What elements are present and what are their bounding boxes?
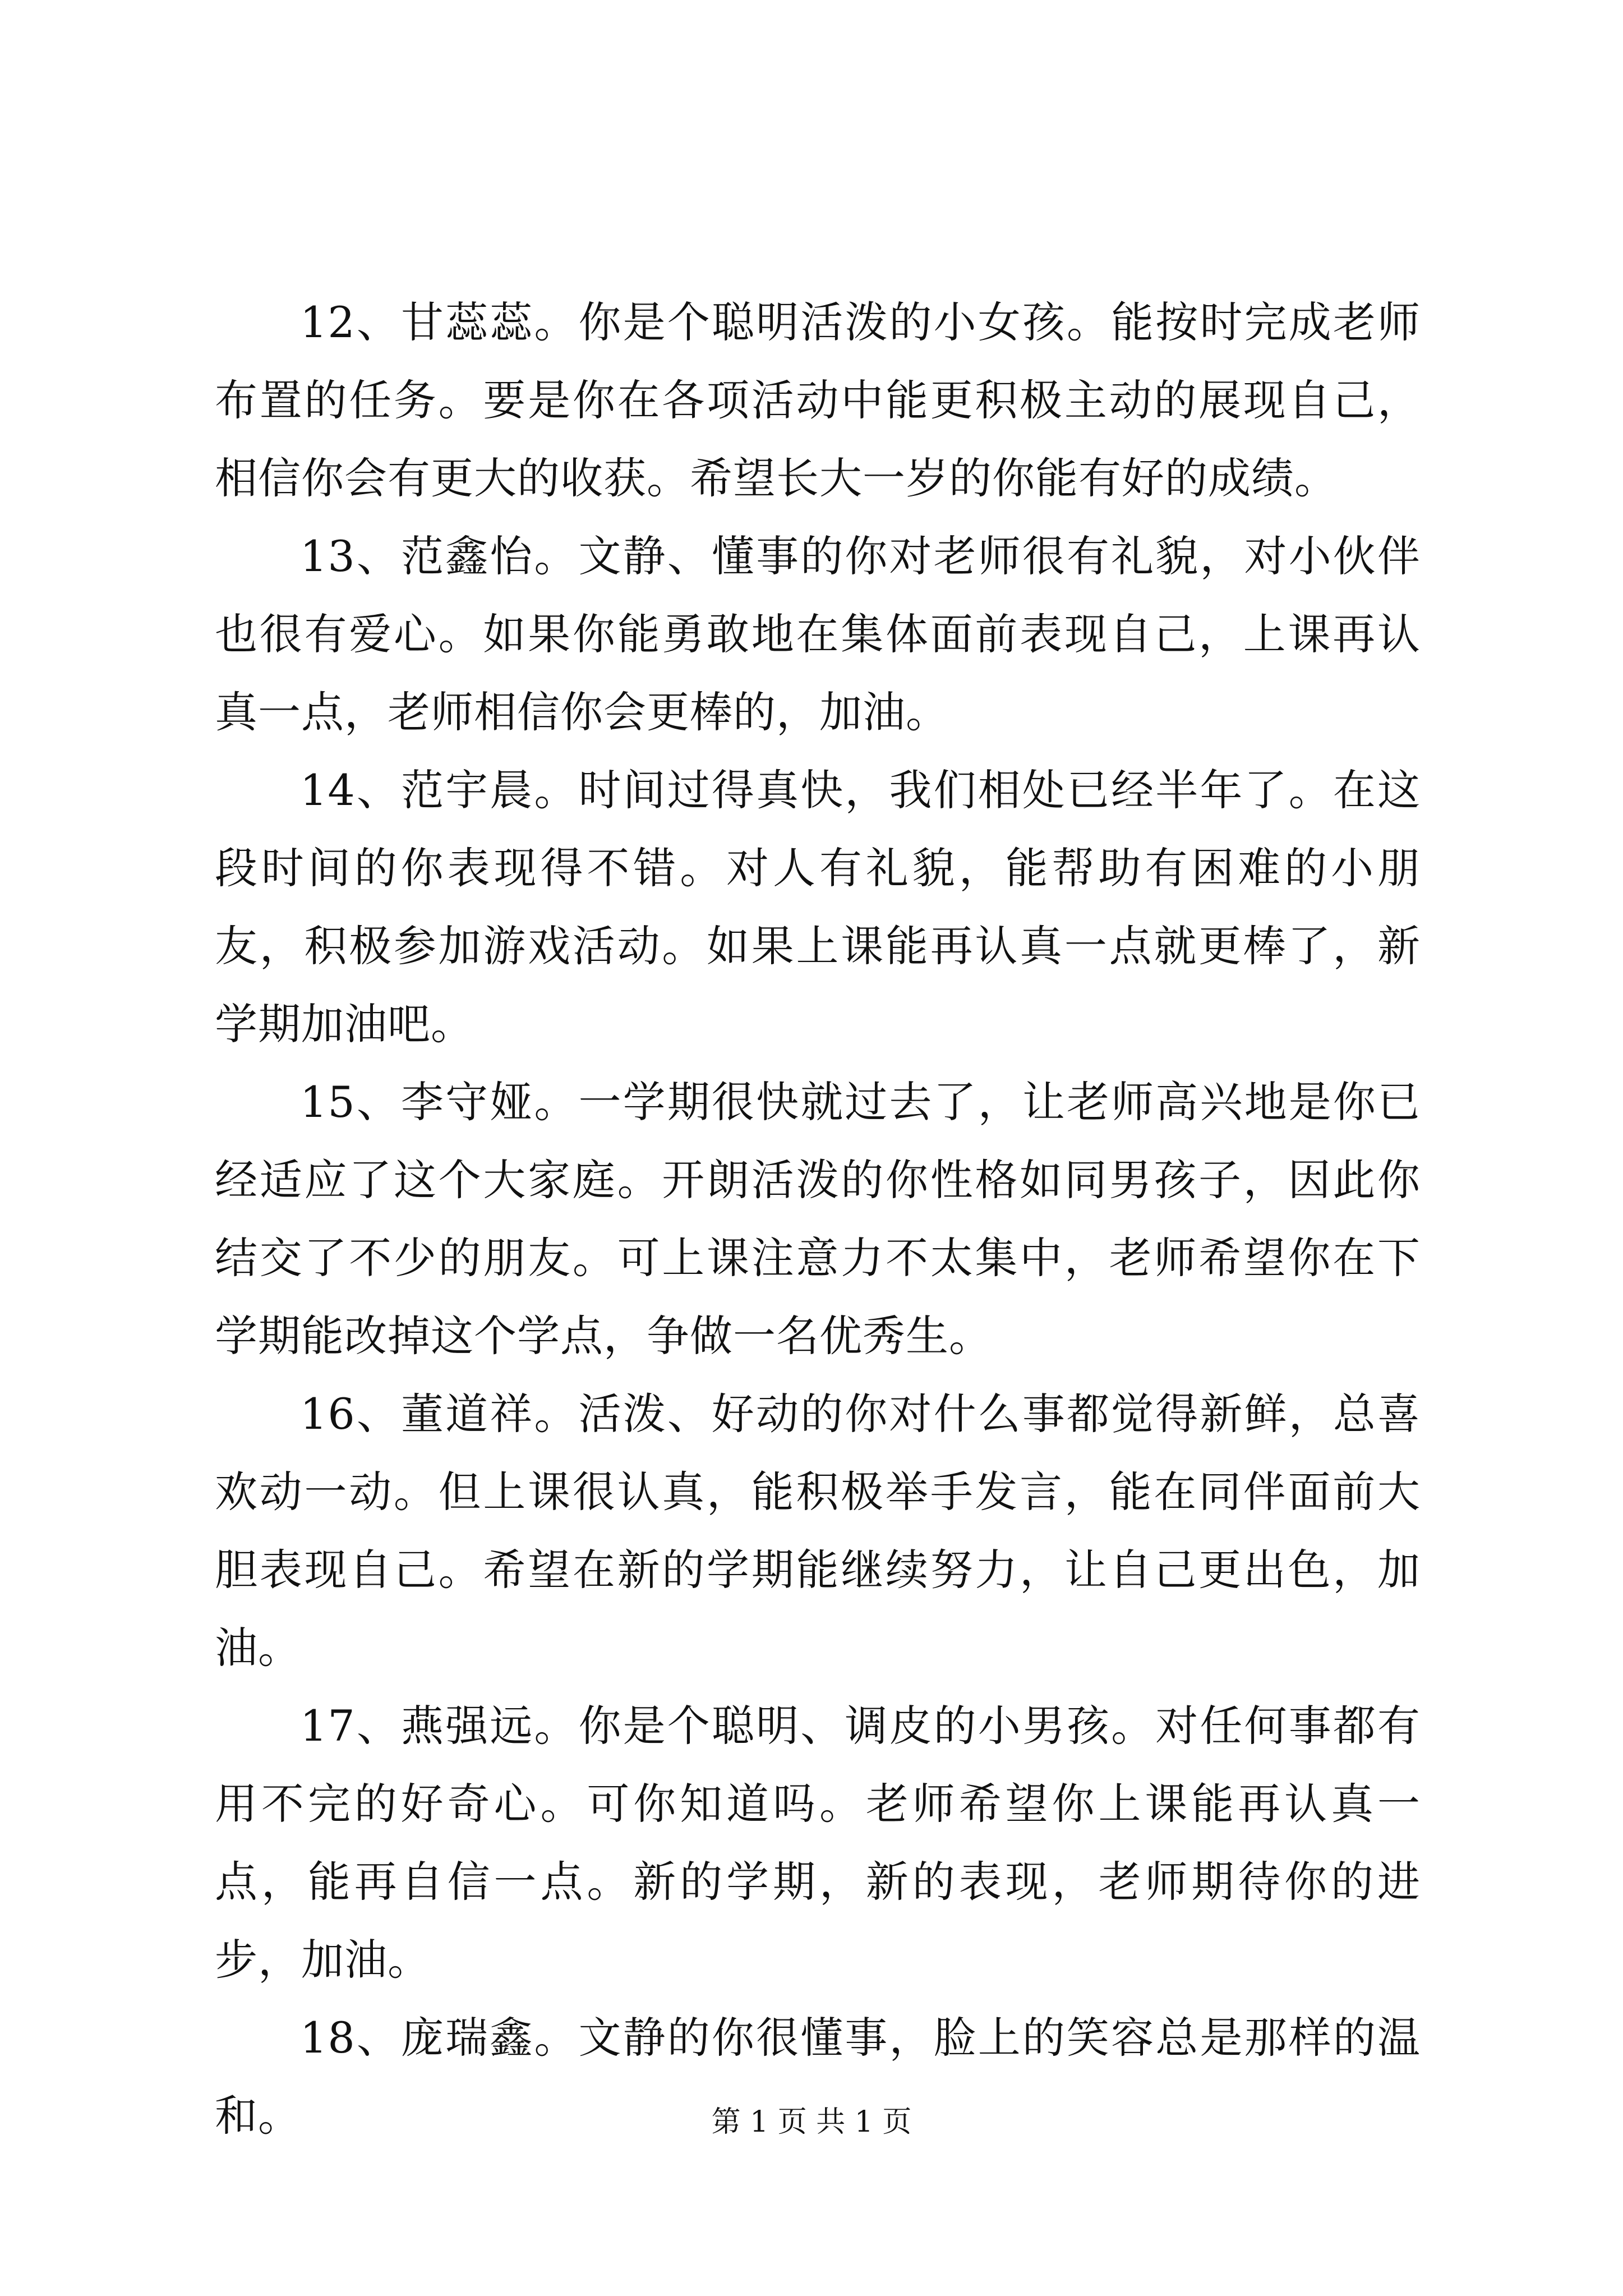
paragraph-13: 13、范鑫怡。文静、懂事的你对老师很有礼貌，对小伙伴也很有爱心。如果你能勇敢地在集体面前表现自己，上课再认真一点，老师相信你会更棒的，加油。	[215, 531, 1421, 737]
paragraph-15: 15、李守娅。一学期很快就过去了，让老师高兴地是你已经适应了这个大家庭。开朗活泼的你性格如同男孩子，因此你结交了不少的朋友。可上课注意力不太集中，老师希望你在下学期能改掉这个学点，争做一名优秀生。	[215, 1077, 1421, 1361]
paragraph-17: 17、燕强远。你是个聪明、调皮的小男孩。对任何事都有用不完的好奇心。可你知道吗。老师希望你上课能再认真一点，能再自信一点。新的学期，新的表现，老师期待你的进步，加油。	[215, 1701, 1421, 1985]
document-body	[215, 283, 1421, 2155]
paragraph-12: 12、甘蕊蕊。你是个聪明活泼的小女孩。能按时完成老师布置的任务。要是你在各项活动中能更积极主动的展现自己，相信你会有更大的收获。希望长大一岁的你能有好的成绩。	[215, 297, 1421, 503]
page-footer: 第 1 页 共 1 页	[711, 2105, 912, 2139]
paragraph-14: 14、范宇晨。时间过得真快，我们相处已经半年了。在这段时间的你表现得不错。对人有礼貌，能帮助有困难的小朋友，积极参加游戏活动。如果上课能再认真一点就更棒了，新学期加油吧。	[215, 765, 1421, 1049]
paragraph-18: 18、庞瑞鑫。文静的你很懂事，脸上的笑容总是那样的温和。	[215, 2013, 1421, 2141]
paragraph-16: 16、董道祥。活泼、好动的你对什么事都觉得新鲜，总喜欢动一动。但上课很认真，能积极举手发言，能在同伴面前大胆表现自己。希望在新的学期能继续努力，让自己更出色，加油。	[215, 1389, 1421, 1673]
